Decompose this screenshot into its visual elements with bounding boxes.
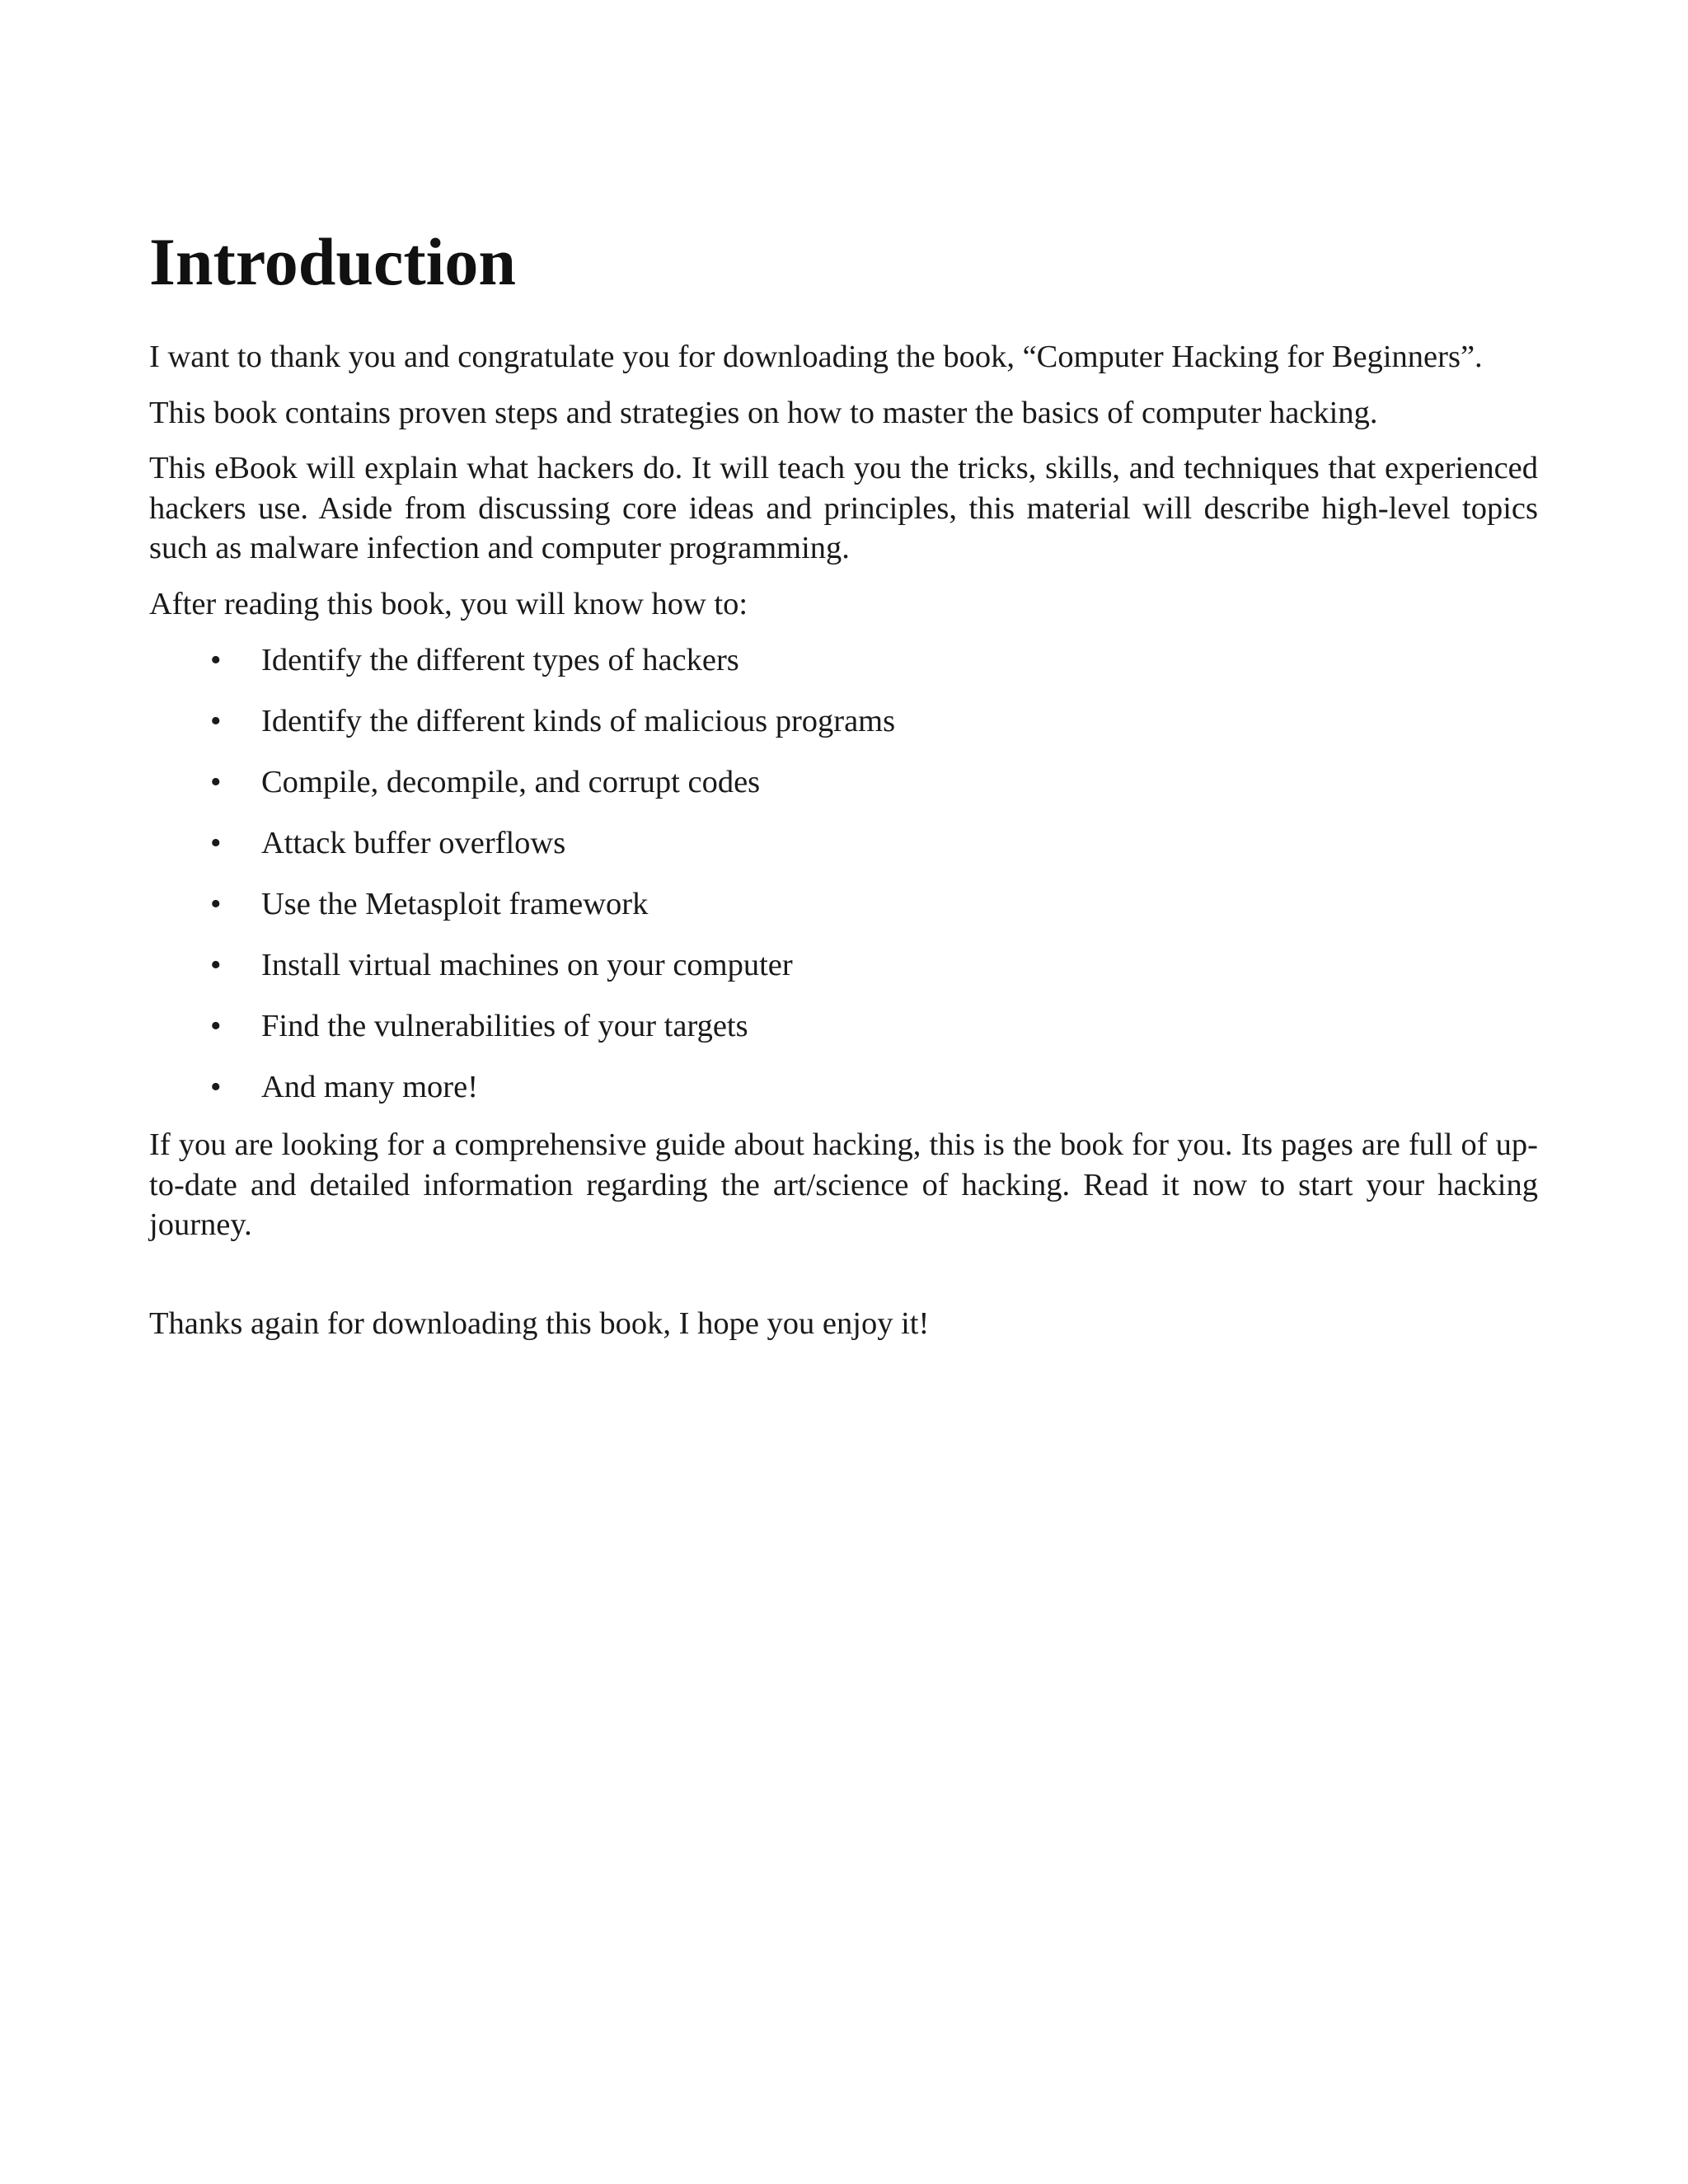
bullet-icon: • bbox=[210, 1070, 222, 1104]
list-item bbox=[149, 823, 1538, 884]
list-item-text: Identify the different types of hackers bbox=[261, 643, 739, 677]
list-item bbox=[149, 884, 1538, 945]
list-item-text: Identify the different kinds of malicious programs bbox=[261, 704, 896, 738]
list-item-text: Use the Metasploit framework bbox=[261, 887, 649, 921]
document-body bbox=[149, 337, 1538, 1359]
bullet-icon: • bbox=[210, 1009, 222, 1043]
list-item bbox=[149, 945, 1538, 1006]
bullet-icon: • bbox=[210, 704, 222, 738]
paragraph-list-intro: After reading this book, you will know how to: bbox=[149, 586, 748, 621]
bullet-icon: • bbox=[210, 643, 222, 677]
list-item bbox=[149, 762, 1538, 823]
paragraph-spacer bbox=[149, 1261, 1538, 1304]
bullet-icon: • bbox=[210, 765, 222, 799]
list-item bbox=[149, 1006, 1538, 1067]
list-item-text: Attack buffer overflows bbox=[261, 826, 566, 860]
bullet-icon: • bbox=[210, 826, 222, 860]
paragraph-guide: If you are looking for a comprehensive guide about hacking, this is the book for you. Its pages are full of up-to-date and detailed information regarding the art/science of hacking. Read it now to start your hacking journey. bbox=[149, 1127, 1538, 1242]
bullet-icon: • bbox=[210, 948, 222, 982]
list-item-text: Install virtual machines on your computer bbox=[261, 948, 793, 982]
paragraph-explain: This eBook will explain what hackers do. It will teach you the tricks, skills, and techniques that experienced hackers use. Aside from discussing core ideas and principles, this material will describe high-level topics such as malware infection and computer programming. bbox=[149, 451, 1538, 565]
paragraph-closing: Thanks again for downloading this book, I hope you enjoy it! bbox=[149, 1305, 930, 1341]
bullet-icon: • bbox=[210, 887, 222, 921]
paragraph-thanks: I want to thank you and congratulate you for downloading the book, “Computer Hacking for Beginners”. bbox=[149, 340, 1483, 374]
list-item bbox=[149, 701, 1538, 762]
paragraph-contents: This book contains proven steps and strategies on how to master the basics of computer hacking. bbox=[149, 395, 1378, 430]
list-item-text: And many more! bbox=[261, 1070, 479, 1104]
list-item-text: Compile, decompile, and corrupt codes bbox=[261, 765, 761, 799]
list-item-text: Find the vulnerabilities of your targets bbox=[261, 1009, 748, 1043]
list-item bbox=[149, 1067, 1538, 1125]
page-title: Introduction bbox=[149, 224, 517, 299]
list-item bbox=[149, 640, 1538, 701]
bullet-list bbox=[149, 640, 1538, 1125]
